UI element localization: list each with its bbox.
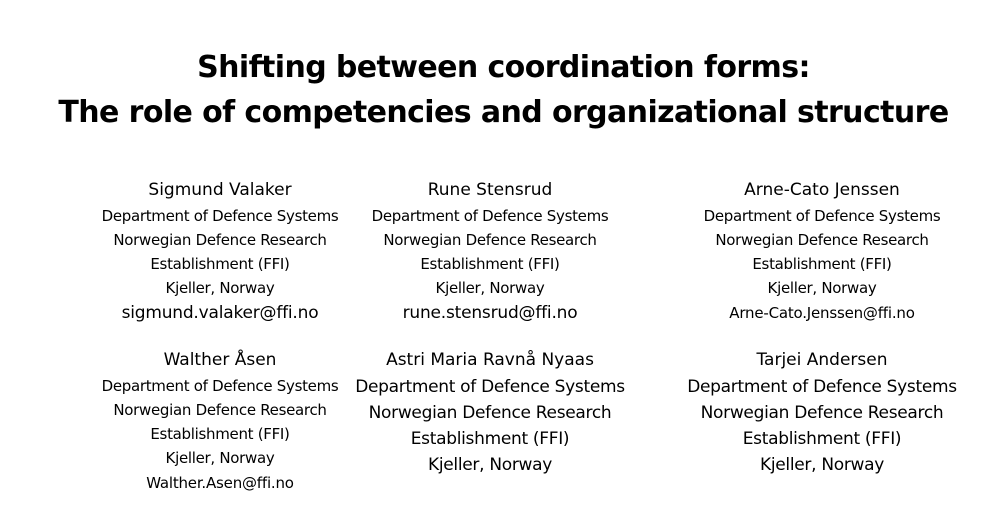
- author-institution-abbrev: Establishment (FFI): [150, 255, 290, 273]
- author-department: Department of Defence Systems: [355, 377, 625, 397]
- author-department: Department of Defence Systems: [101, 377, 339, 395]
- author-institution-abbrev: Establishment (FFI): [420, 255, 560, 273]
- author-location: Kjeller, Norway: [427, 455, 553, 475]
- author-institution: Norwegian Defence Research: [715, 231, 929, 249]
- author-institution-abbrev: Establishment (FFI): [150, 425, 290, 443]
- author-location: Kjeller, Norway: [165, 279, 275, 297]
- author-institution: Norwegian Defence Research: [383, 231, 597, 249]
- author-block-jenssen: [632, 179, 1007, 326]
- author-email[interactable]: sigmund.valaker@ffi.no: [121, 303, 319, 323]
- author-institution: Norwegian Defence Research: [113, 401, 327, 419]
- author-institution-abbrev: Establishment (FFI): [410, 429, 570, 449]
- author-institution: Norwegian Defence Research: [113, 231, 327, 249]
- author-name: Rune Stensrud: [427, 180, 553, 200]
- author-name: Arne-Cato Jenssen: [744, 180, 900, 200]
- author-institution: Norwegian Defence Research: [700, 403, 944, 423]
- author-location: Kjeller, Norway: [767, 279, 877, 297]
- author-email[interactable]: Arne-Cato.Jenssen@ffi.no: [729, 304, 915, 322]
- author-block-nyaas: [300, 349, 680, 478]
- author-institution-abbrev: Establishment (FFI): [742, 429, 902, 449]
- author-department: Department of Defence Systems: [371, 207, 609, 225]
- author-location: Kjeller, Norway: [435, 279, 545, 297]
- title-line-2: The role of competencies and organizational structure: [58, 95, 949, 130]
- author-department: Department of Defence Systems: [101, 207, 339, 225]
- author-location: Kjeller, Norway: [165, 449, 275, 467]
- author-institution-abbrev: Establishment (FFI): [752, 255, 892, 273]
- author-email[interactable]: Walther.Asen@ffi.no: [146, 474, 294, 492]
- author-department: Department of Defence Systems: [687, 377, 957, 397]
- author-location: Kjeller, Norway: [759, 455, 885, 475]
- author-institution: Norwegian Defence Research: [368, 403, 612, 423]
- author-name: Walther Åsen: [163, 350, 277, 370]
- author-block-stensrud: [300, 179, 680, 326]
- author-name: Sigmund Valaker: [148, 180, 292, 200]
- author-block-andersen: [632, 349, 1007, 478]
- author-email[interactable]: rune.stensrud@ffi.no: [402, 303, 578, 323]
- title-line-1: Shifting between coordination forms:: [197, 50, 810, 85]
- author-name: Astri Maria Ravnå Nyaas: [386, 350, 594, 370]
- author-name: Tarjei Andersen: [756, 350, 888, 370]
- author-department: Department of Defence Systems: [703, 207, 941, 225]
